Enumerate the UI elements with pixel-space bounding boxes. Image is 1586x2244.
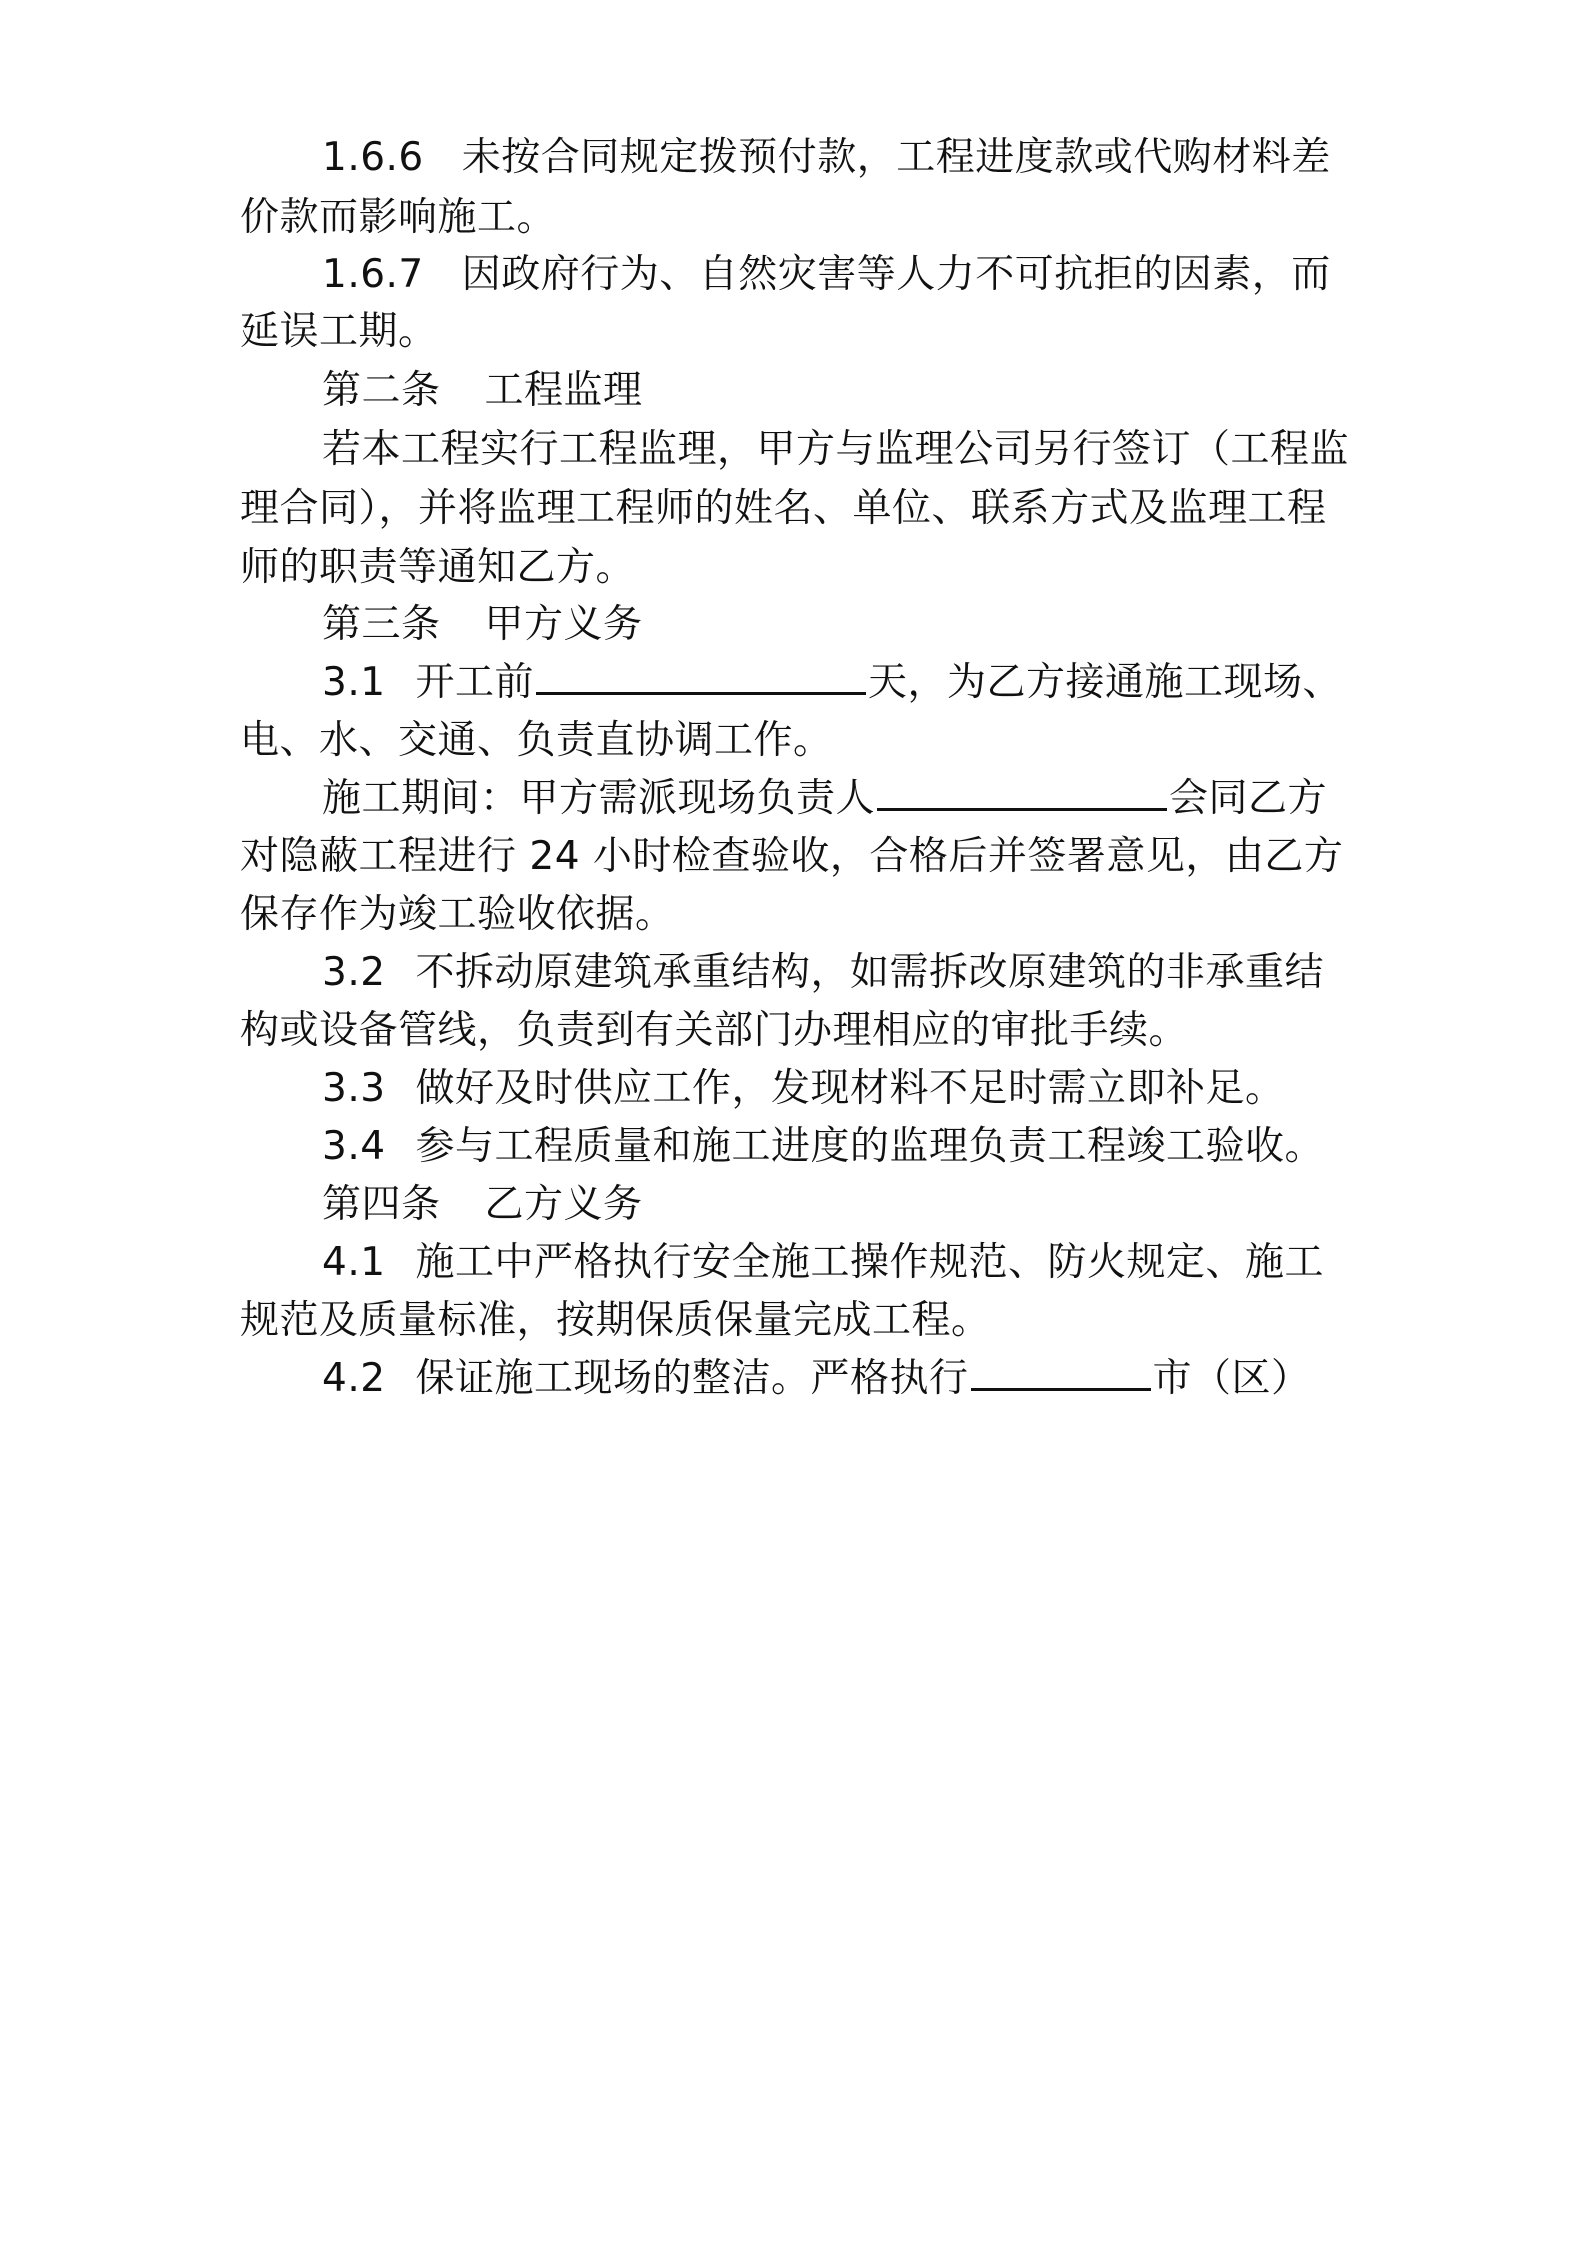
clause-3-3 [0,1061,1586,1117]
clause-number: 1.6.6 [322,135,424,180]
clause-4-1-continued [0,1293,1586,1349]
clause-3-1 [0,655,1586,711]
clause-number: 3.2 [322,950,386,995]
clause-3-4 [0,1119,1586,1175]
clause-number: 1.6.7 [322,252,424,297]
article-2-paragraph-line-3 [0,540,1586,596]
clause-text: 延误工期。 [240,309,438,354]
fill-in-blank-site-manager[interactable] [877,774,1167,811]
clause-text: 做好及时供应工作，发现材料不足时需立即补足。 [415,1066,1285,1111]
article-3-heading [0,597,1586,653]
clause-text: 不拆动原建筑承重结构，如需拆改原建筑的非承重结 [415,950,1325,995]
clause-text: 价款而影响施工。 [240,195,557,240]
clause-text: 未按合同规定拨预付款，工程进度款或代购材料差 [461,135,1331,180]
clause-1-6-6-continued [0,190,1586,246]
clause-1-6-7-continued [0,304,1586,360]
article-number: 第二条 [322,368,441,413]
clause-text-before-blank: 开工前 [415,660,535,705]
article-4-heading [0,1177,1586,1233]
paragraph-text: 对隐蔽工程进行 24 小时检查验收，合格后并签署意见，由乙方 [240,834,1344,879]
paragraph-text-after-blank: 会同乙方 [1169,776,1328,821]
construction-period-paragraph-line-2 [0,829,1586,885]
article-2-heading [0,363,1586,419]
paragraph-text: 保存作为竣工验收依据。 [240,892,675,937]
clause-number: 3.4 [322,1124,386,1169]
article-number: 第四条 [322,1182,441,1227]
article-2-paragraph [0,422,1586,478]
paragraph-text: 若本工程实行工程监理，甲方与监理公司另行签订（工程监 [322,427,1350,472]
clause-number: 3.1 [322,660,386,705]
clause-text: 施工中严格执行安全施工操作规范、防火规定、施工 [415,1240,1325,1285]
clause-3-1-continued [0,713,1586,769]
fill-in-blank-days[interactable] [536,658,866,695]
paragraph-text-before-blank: 施工期间：甲方需派现场负责人 [322,776,876,821]
clause-3-2 [0,945,1586,1001]
fill-in-blank-city[interactable] [971,1354,1151,1391]
clause-text-after-blank: 市（区） [1152,1356,1311,1401]
clause-3-2-continued [0,1003,1586,1059]
clause-4-2 [0,1351,1586,1407]
article-title: 甲方义务 [484,602,643,647]
clause-text: 构或设备管线，负责到有关部门办理相应的审批手续。 [240,1008,1189,1053]
article-title: 工程监理 [484,368,643,413]
clause-1-6-7 [0,247,1586,303]
paragraph-text: 理合同），并将监理工程师的姓名、单位、联系方式及监理工程 [240,486,1327,531]
clause-text-before-blank: 保证施工现场的整洁。严格执行 [415,1356,969,1401]
clause-text: 电、水、交通、负责直协调工作。 [240,718,833,763]
construction-period-paragraph [0,771,1586,827]
construction-period-paragraph-line-3 [0,887,1586,943]
article-number: 第三条 [322,602,441,647]
clause-text: 参与工程质量和施工进度的监理负责工程竣工验收。 [415,1124,1325,1169]
article-2-paragraph-line-2 [0,481,1586,537]
clause-number: 4.2 [322,1356,386,1401]
clause-4-1 [0,1235,1586,1291]
clause-number: 3.3 [322,1066,386,1111]
clause-1-6-6 [0,130,1586,186]
article-title: 乙方义务 [484,1182,643,1227]
paragraph-text: 师的职责等通知乙方。 [240,545,636,590]
clause-text: 因政府行为、自然灾害等人力不可抗拒的因素，而 [461,252,1331,297]
clause-number: 4.1 [322,1240,386,1285]
clause-text-after-blank: 天，为乙方接通施工现场、 [868,660,1343,705]
clause-text: 规范及质量标准，按期保质保量完成工程。 [240,1298,991,1343]
